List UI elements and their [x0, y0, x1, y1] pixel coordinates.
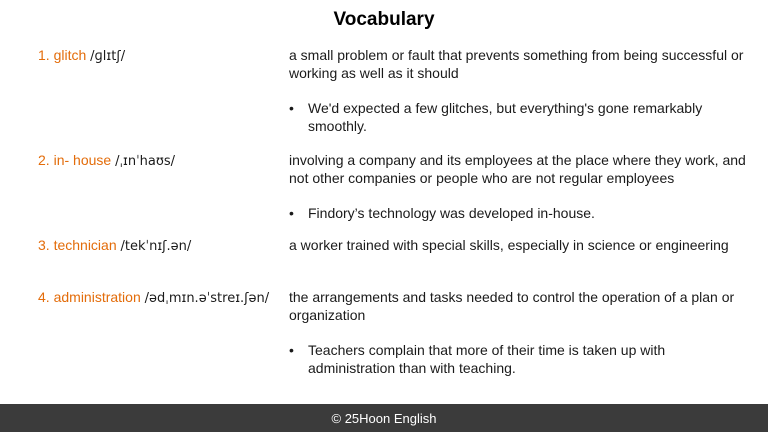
definition-text: a small problem or fault that prevents something from being successful or working as well as it should — [289, 47, 744, 81]
example-sentence — [289, 341, 749, 377]
term-pronunciation: /ɡlɪtʃ/ — [90, 49, 126, 64]
term-word: glitch — [53, 47, 87, 63]
term-pronunciation: /ədˌmɪn.əˈstreɪ.ʃən/ — [144, 291, 270, 306]
example-sentence — [289, 204, 749, 222]
term-pronunciation: /ˌɪnˈhaʊs/ — [115, 154, 176, 169]
term-word: administration — [53, 289, 141, 305]
term-pronunciation: /tekˈnɪʃ.ən/ — [120, 239, 192, 254]
example-sentence — [289, 99, 749, 135]
vocab-definition-block — [289, 236, 749, 254]
copyright-text: © 25Hoon English — [331, 410, 437, 426]
definition-text: involving a company and its employees at the place where they work, and not other companies or people who are not regular employees — [289, 152, 746, 186]
definition-text: a worker trained with special skills, especially in science or engineering — [289, 237, 729, 253]
vocab-definition-block — [289, 151, 749, 222]
example-text: Teachers complain that more of their time is taken up with administration than with teaching. — [308, 342, 666, 376]
term-number: 4. — [38, 289, 50, 305]
term-word: in- house — [53, 152, 112, 168]
vocab-term — [38, 151, 288, 171]
example-text: Findory’s technology was developed in-house. — [308, 205, 595, 221]
bullet-icon: • — [289, 205, 294, 221]
term-number: 3. — [38, 237, 50, 253]
page-title: Vocabulary — [333, 9, 435, 30]
term-number: 2. — [38, 152, 50, 168]
definition-text: the arrangements and tasks needed to control the operation of a plan or organization — [289, 289, 735, 323]
footer-bar — [0, 404, 768, 432]
vocab-term — [38, 236, 288, 256]
example-text: We'd expected a few glitches, but everything's gone remarkably smoothly. — [308, 100, 703, 134]
term-number: 1. — [38, 47, 50, 63]
bullet-icon: • — [289, 342, 294, 358]
vocab-term — [38, 288, 288, 308]
vocab-term — [38, 46, 288, 66]
bullet-icon: • — [289, 100, 294, 116]
vocab-definition-block — [289, 288, 749, 377]
vocab-definition-block — [289, 46, 749, 135]
term-word: technician — [53, 237, 117, 253]
